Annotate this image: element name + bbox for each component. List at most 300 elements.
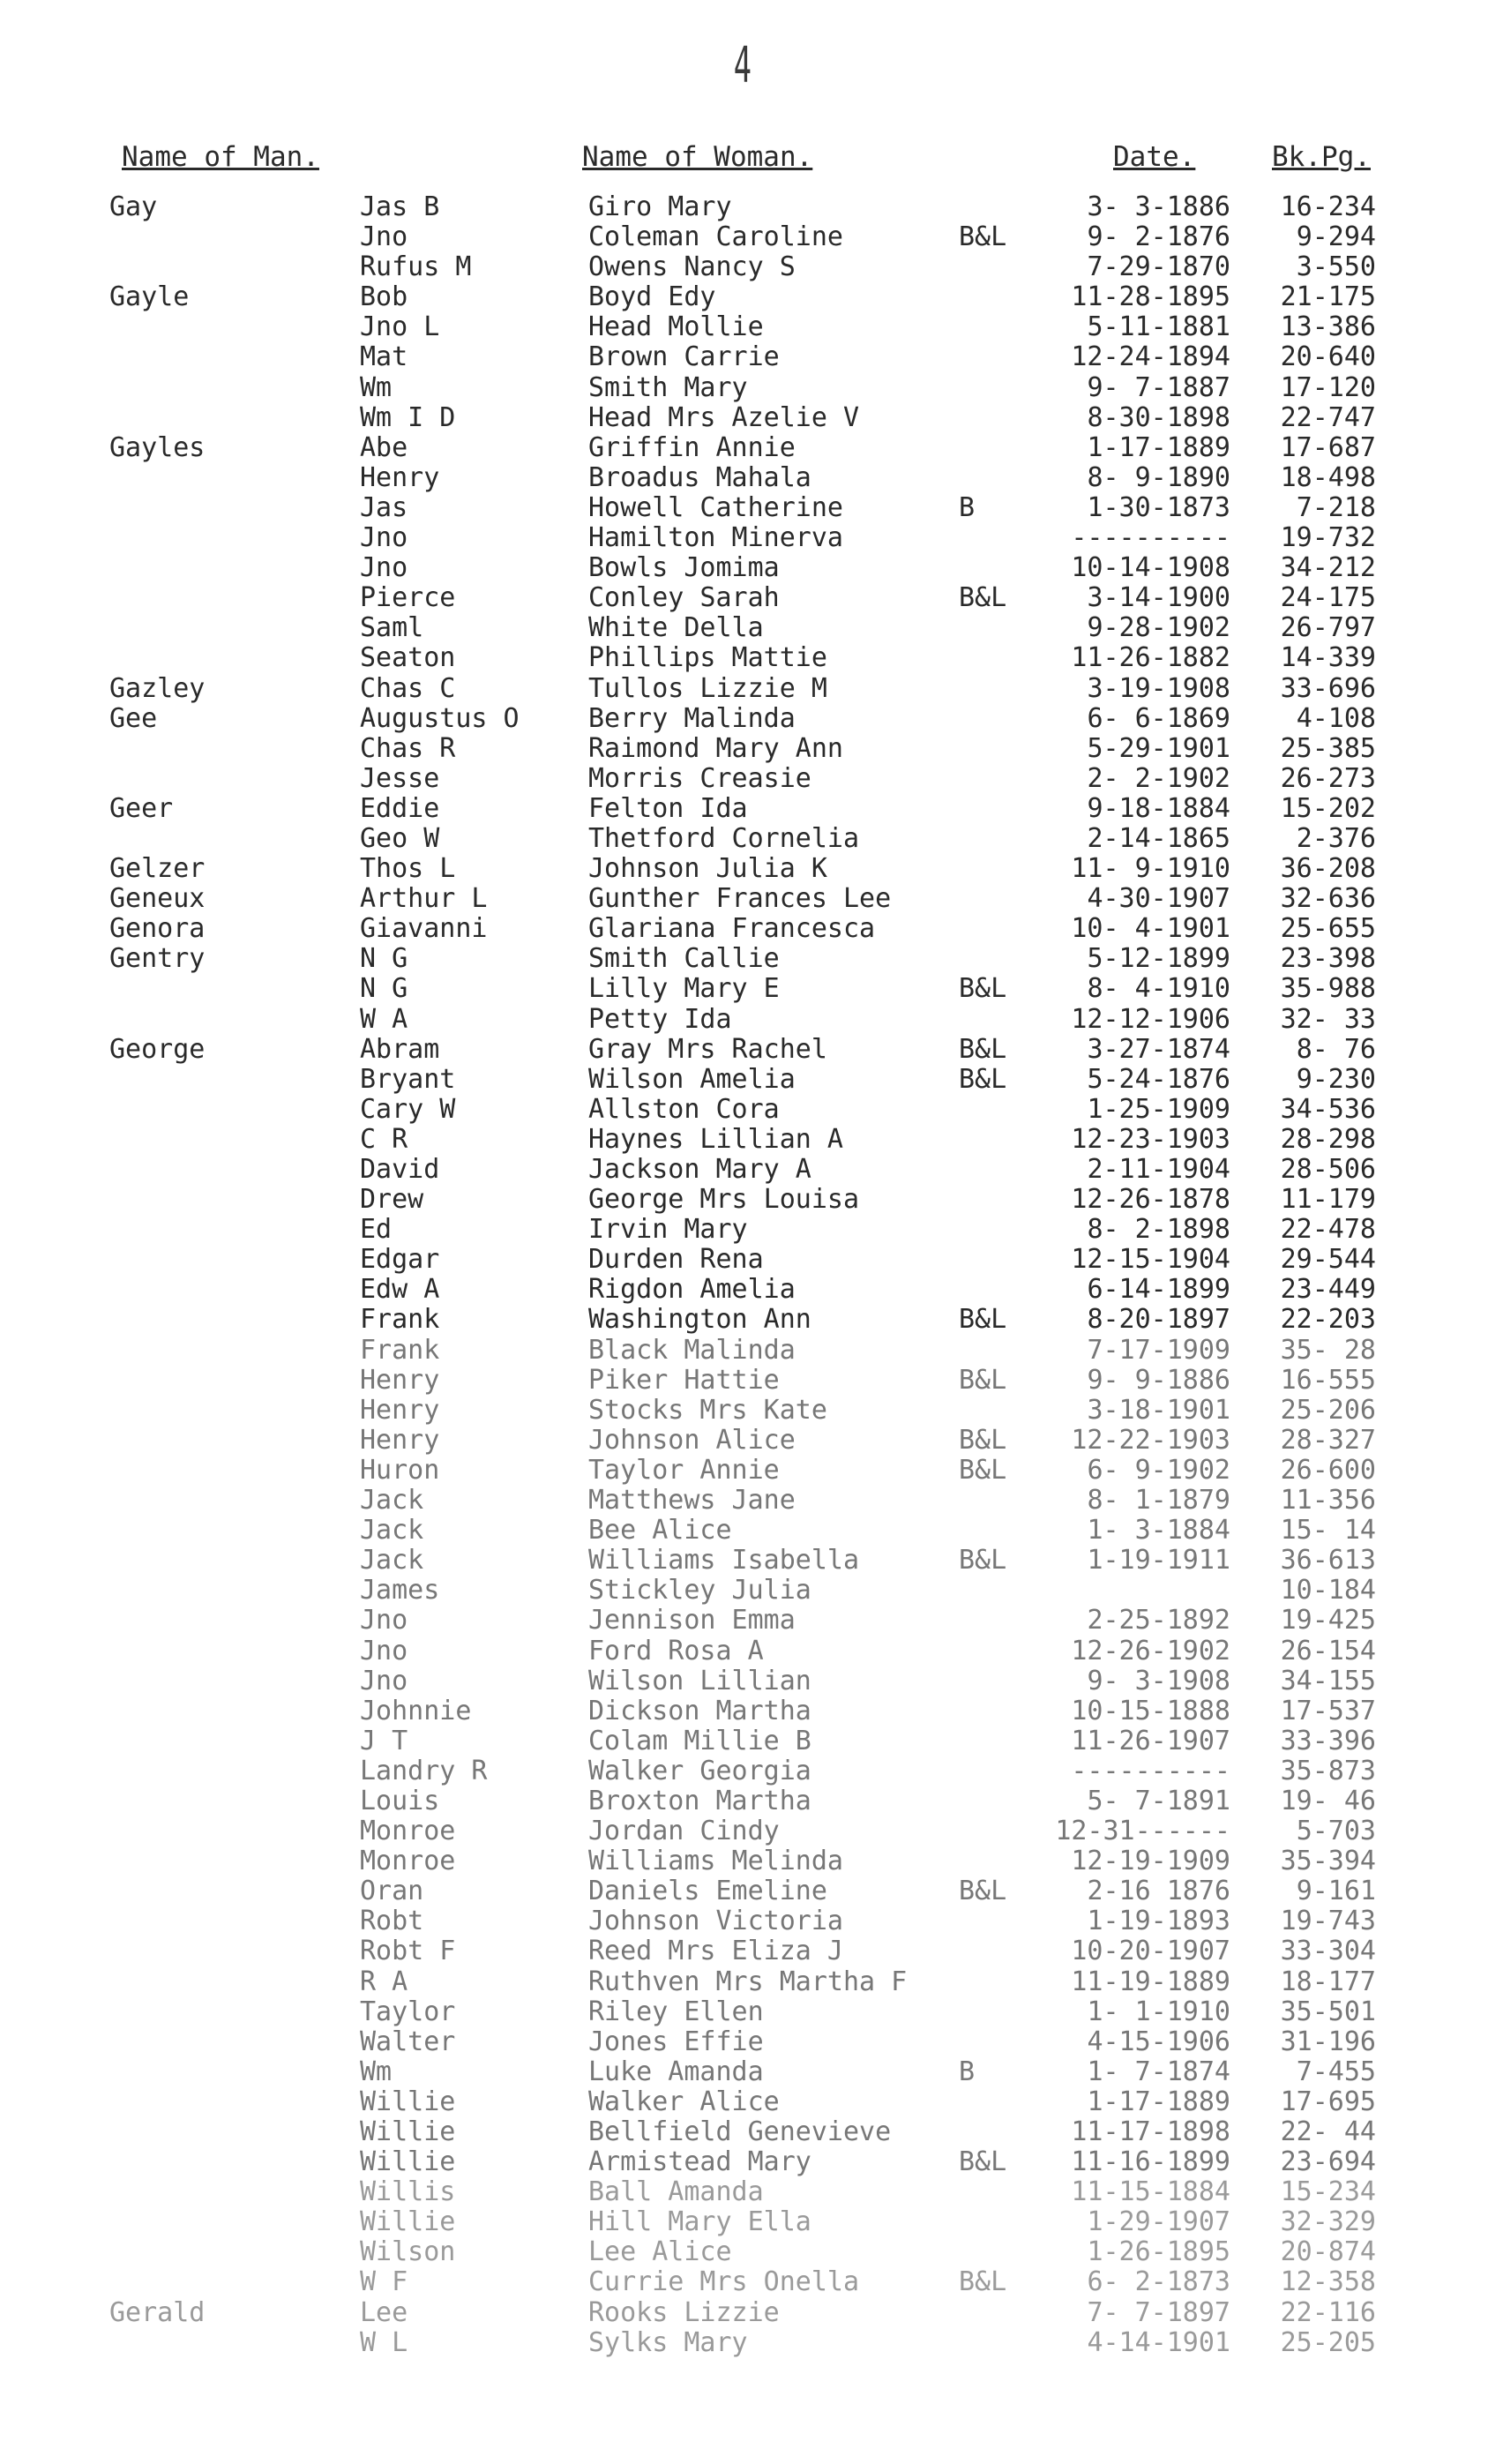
man-given-name: Mat — [360, 341, 408, 373]
bond-license-note: B&L — [959, 1033, 1007, 1065]
woman-name: Brown Carrie — [588, 341, 780, 373]
marriage-date: 5- 7-1891 — [1087, 1785, 1230, 1816]
table-row — [0, 2027, 1503, 2057]
woman-name: Ruthven Mrs Martha F — [588, 1966, 908, 1997]
marriage-date: 4-30-1907 — [1087, 883, 1230, 915]
woman-name: Colam Millie B — [588, 1725, 811, 1756]
table-row — [0, 433, 1503, 463]
marriage-date: 2- 2-1902 — [1087, 762, 1230, 794]
woman-name: Allston Cora — [588, 1093, 780, 1125]
man-given-name: Jno — [360, 522, 408, 554]
woman-name: Owens Nancy S — [588, 251, 796, 283]
marriage-date: 1-19-1893 — [1087, 1906, 1230, 1937]
woman-name: Tullos Lizzie M — [588, 672, 827, 704]
man-given-name: Jno — [360, 221, 408, 253]
book-page-ref: 35-988 — [1280, 973, 1376, 1005]
bond-license-note: B — [959, 491, 976, 523]
book-page-ref: 25-385 — [1280, 732, 1376, 764]
table-row — [0, 2117, 1503, 2147]
woman-name: Gray Mrs Rachel — [588, 1033, 827, 1065]
man-given-name: Taylor — [360, 1996, 456, 2027]
book-page-ref: 28-298 — [1280, 1123, 1376, 1155]
bond-license-note: B&L — [959, 2146, 1007, 2178]
woman-name: Matthews Jane — [588, 1485, 796, 1517]
man-given-name: Bryant — [360, 1063, 456, 1095]
man-given-name: Jno L — [360, 311, 440, 343]
man-given-name: Johnnie — [360, 1695, 472, 1726]
man-given-name: Henry — [360, 1364, 440, 1396]
book-page-ref: 35- 28 — [1280, 1334, 1376, 1366]
table-row — [0, 342, 1503, 372]
header-book-page: Bk.Pg. — [1272, 141, 1371, 173]
table-row — [0, 583, 1503, 613]
marriage-date: 12-19-1909 — [1071, 1846, 1230, 1877]
book-page-ref: 34-212 — [1280, 552, 1376, 584]
table-row — [0, 1756, 1503, 1786]
bond-license-note: B&L — [959, 1063, 1007, 1095]
book-page-ref: 3-550 — [1296, 251, 1376, 283]
marriage-date: 5-24-1876 — [1087, 1063, 1230, 1095]
man-given-name: Monroe — [360, 1846, 456, 1877]
book-page-ref: 22-747 — [1280, 401, 1376, 433]
table-row — [0, 1606, 1503, 1636]
woman-name: Griffin Annie — [588, 431, 796, 463]
table-row — [0, 1305, 1503, 1335]
marriage-date: 4-15-1906 — [1087, 2026, 1230, 2057]
woman-name: Raimond Mary Ann — [588, 732, 843, 764]
book-page-ref: 29-544 — [1280, 1244, 1376, 1276]
marriage-date: 8- 1-1879 — [1087, 1485, 1230, 1517]
woman-name: Johnson Alice — [588, 1424, 796, 1456]
marriage-date: 5-11-1881 — [1087, 311, 1230, 343]
marriage-date: 1-30-1873 — [1087, 491, 1230, 523]
man-given-name: N G — [360, 973, 408, 1005]
woman-name: Ford Rosa A — [588, 1635, 764, 1666]
table-row — [0, 312, 1503, 342]
book-page-ref: 7-218 — [1296, 491, 1376, 523]
book-page-ref: 9-161 — [1296, 1876, 1376, 1907]
bond-license-note: B&L — [959, 221, 1007, 253]
book-page-ref: 14-339 — [1280, 642, 1376, 674]
table-row — [0, 794, 1503, 824]
man-given-name: Jno — [360, 1605, 408, 1636]
woman-name: Rooks Lizzie — [588, 2296, 780, 2328]
man-given-name: Eddie — [360, 792, 440, 824]
header-name-of-woman: Name of Woman. — [582, 141, 813, 173]
marriage-date: ---------- — [1071, 1755, 1230, 1786]
table-row — [0, 974, 1503, 1004]
man-surname: Gee — [109, 702, 158, 734]
table-row — [0, 1696, 1503, 1726]
bond-license-note: B&L — [959, 2266, 1007, 2298]
man-surname: Geneux — [109, 883, 206, 915]
man-given-name: Giavanni — [360, 913, 488, 945]
man-given-name: Wm — [360, 2056, 393, 2087]
bond-license-note: B&L — [959, 1424, 1007, 1456]
table-row — [0, 493, 1503, 523]
marriage-date: 9-28-1902 — [1087, 612, 1230, 644]
table-row — [0, 1906, 1503, 1936]
bond-license-note: B&L — [959, 1304, 1007, 1336]
table-row — [0, 1846, 1503, 1876]
man-given-name: Huron — [360, 1454, 440, 1486]
table-row — [0, 1035, 1503, 1065]
table-row — [0, 222, 1503, 252]
book-page-ref: 26-600 — [1280, 1454, 1376, 1486]
book-page-ref: 2-376 — [1296, 822, 1376, 854]
man-given-name: Robt — [360, 1906, 424, 1937]
man-given-name: Pierce — [360, 582, 456, 614]
marriage-date: 9- 3-1908 — [1087, 1665, 1230, 1696]
woman-name: Sylks Mary — [588, 2326, 748, 2358]
woman-name: Phillips Mattie — [588, 642, 827, 674]
table-row — [0, 2267, 1503, 2297]
marriage-date: 10-15-1888 — [1071, 1695, 1230, 1726]
woman-name: Jones Effie — [588, 2026, 764, 2057]
man-surname: Genora — [109, 913, 206, 945]
book-page-ref: 33-396 — [1280, 1725, 1376, 1756]
man-given-name: Landry R — [360, 1755, 488, 1786]
woman-name: Bowls Jomima — [588, 552, 780, 584]
woman-name: Jordan Cindy — [588, 1816, 780, 1847]
book-page-ref: 9-230 — [1296, 1063, 1376, 1095]
man-given-name: Willis — [360, 2176, 456, 2208]
table-row — [0, 2057, 1503, 2087]
woman-name: George Mrs Louisa — [588, 1184, 860, 1216]
man-given-name: Monroe — [360, 1816, 456, 1847]
woman-name: Gunther Frances Lee — [588, 883, 892, 915]
man-given-name: Abe — [360, 431, 408, 463]
book-page-ref: 36-208 — [1280, 853, 1376, 885]
man-given-name: Ed — [360, 1214, 393, 1246]
man-given-name: James — [360, 1575, 440, 1606]
book-page-ref: 35-394 — [1280, 1846, 1376, 1877]
book-page-ref: 19-743 — [1280, 1906, 1376, 1937]
book-page-ref: 11-356 — [1280, 1485, 1376, 1517]
woman-name: Walker Alice — [588, 2086, 780, 2117]
man-given-name: Wilson — [360, 2236, 456, 2268]
man-given-name: W L — [360, 2326, 408, 2358]
man-given-name: Drew — [360, 1184, 424, 1216]
marriage-date: 8- 4-1910 — [1087, 973, 1230, 1005]
book-page-ref: 33-304 — [1280, 1936, 1376, 1967]
woman-name: Durden Rena — [588, 1244, 764, 1276]
man-given-name: Abram — [360, 1033, 440, 1065]
table-row — [0, 2207, 1503, 2237]
woman-name: Reed Mrs Eliza J — [588, 1936, 843, 1967]
book-page-ref: 17-687 — [1280, 431, 1376, 463]
table-row — [0, 1546, 1503, 1576]
book-page-ref: 4-108 — [1296, 702, 1376, 734]
man-given-name: Willie — [360, 2206, 456, 2238]
woman-name: Berry Malinda — [588, 702, 796, 734]
man-given-name: Jno — [360, 552, 408, 584]
woman-name: Taylor Annie — [588, 1454, 780, 1486]
marriage-date: 1-17-1889 — [1087, 2086, 1230, 2117]
woman-name: Head Mrs Azelie V — [588, 401, 860, 433]
marriage-date: 11-16-1899 — [1071, 2146, 1230, 2178]
man-given-name: Lee — [360, 2296, 408, 2328]
man-given-name: Edw A — [360, 1274, 440, 1306]
woman-name: Bee Alice — [588, 1515, 732, 1547]
man-surname: Gay — [109, 191, 158, 222]
book-page-ref: 31-196 — [1280, 2026, 1376, 2057]
header-date: Date. — [1113, 141, 1196, 173]
woman-name: Giro Mary — [588, 191, 732, 222]
marriage-date: 12-24-1894 — [1071, 341, 1230, 373]
table-row — [0, 674, 1503, 704]
man-given-name: Chas C — [360, 672, 456, 704]
bond-license-note: B&L — [959, 582, 1007, 614]
marriage-date: 3-19-1908 — [1087, 672, 1230, 704]
table-row — [0, 1666, 1503, 1696]
book-page-ref: 13-386 — [1280, 311, 1376, 343]
book-page-ref: 23-398 — [1280, 943, 1376, 975]
man-given-name: Geo W — [360, 822, 440, 854]
book-page-ref: 18-498 — [1280, 461, 1376, 493]
man-given-name: Henry — [360, 1394, 440, 1426]
table-row — [0, 643, 1503, 673]
book-page-ref: 20-640 — [1280, 341, 1376, 373]
woman-name: Stocks Mrs Kate — [588, 1394, 827, 1426]
table-row — [0, 1516, 1503, 1546]
marriage-date: 12-22-1903 — [1071, 1424, 1230, 1456]
man-given-name: Jno — [360, 1635, 408, 1666]
table-row — [0, 884, 1503, 914]
marriage-date: 12-15-1904 — [1071, 1244, 1230, 1276]
book-page-ref: 11-179 — [1280, 1184, 1376, 1216]
table-row — [0, 2237, 1503, 2267]
woman-name: Rigdon Amelia — [588, 1274, 796, 1306]
bond-license-note: B&L — [959, 1876, 1007, 1907]
man-surname: Gayle — [109, 281, 190, 313]
man-given-name: Frank — [360, 1304, 440, 1336]
bond-license-note: B&L — [959, 1364, 1007, 1396]
man-surname: Gayles — [109, 431, 206, 463]
marriage-date: 5-12-1899 — [1087, 943, 1230, 975]
table-row — [0, 463, 1503, 493]
marriage-date: 7-17-1909 — [1087, 1334, 1230, 1366]
man-surname: Gazley — [109, 672, 206, 704]
table-row — [0, 1816, 1503, 1846]
marriage-date: 5-29-1901 — [1087, 732, 1230, 764]
woman-name: Jennison Emma — [588, 1605, 796, 1636]
table-row — [0, 1636, 1503, 1666]
marriage-record-list — [0, 192, 1503, 2358]
marriage-date: 11-28-1895 — [1071, 281, 1230, 313]
man-given-name: R A — [360, 1966, 408, 1997]
book-page-ref: 12-358 — [1280, 2266, 1376, 2298]
woman-name: Wilson Lillian — [588, 1665, 811, 1696]
man-given-name: Willie — [360, 2146, 456, 2178]
marriage-date: 11-17-1898 — [1071, 2116, 1230, 2147]
table-row — [0, 704, 1503, 734]
book-page-ref: 19-425 — [1280, 1605, 1376, 1636]
book-page-ref: 20-874 — [1280, 2236, 1376, 2268]
woman-name: Piker Hattie — [588, 1364, 780, 1396]
table-row — [0, 764, 1503, 794]
book-page-ref: 17-120 — [1280, 371, 1376, 403]
bond-license-note: B&L — [959, 1545, 1007, 1577]
table-row — [0, 1396, 1503, 1426]
man-given-name: W A — [360, 1003, 408, 1035]
book-page-ref: 18-177 — [1280, 1966, 1376, 1997]
book-page-ref: 15- 14 — [1280, 1515, 1376, 1547]
book-page-ref: 17-695 — [1280, 2086, 1376, 2117]
man-given-name: Thos L — [360, 853, 456, 885]
man-surname: George — [109, 1033, 206, 1065]
marriage-date: 12-23-1903 — [1071, 1123, 1230, 1155]
book-page-ref: 22-116 — [1280, 2296, 1376, 2328]
book-page-ref: 19-732 — [1280, 522, 1376, 554]
book-page-ref: 22- 44 — [1280, 2116, 1376, 2147]
table-row — [0, 523, 1503, 553]
marriage-date: 2-11-1904 — [1087, 1154, 1230, 1185]
woman-name: Hamilton Minerva — [588, 522, 843, 554]
woman-name: Dickson Martha — [588, 1695, 811, 1726]
man-given-name: Henry — [360, 461, 440, 493]
woman-name: Armistead Mary — [588, 2146, 811, 2178]
table-row — [0, 1185, 1503, 1215]
woman-name: Ball Amanda — [588, 2176, 764, 2208]
table-row — [0, 1275, 1503, 1305]
woman-name: White Della — [588, 612, 764, 644]
book-page-ref: 33-696 — [1280, 672, 1376, 704]
woman-name: Johnson Julia K — [588, 853, 827, 885]
marriage-date: 7-29-1870 — [1087, 251, 1230, 283]
woman-name: Luke Amanda — [588, 2056, 764, 2087]
bond-license-note: B&L — [959, 1454, 1007, 1486]
woman-name: Washington Ann — [588, 1304, 811, 1336]
book-page-ref: 7-455 — [1296, 2056, 1376, 2087]
man-given-name: J T — [360, 1725, 408, 1756]
table-row — [0, 1125, 1503, 1155]
marriage-date: 9- 2-1876 — [1087, 221, 1230, 253]
book-page-ref: 25-205 — [1280, 2326, 1376, 2358]
man-given-name: Jack — [360, 1515, 424, 1547]
page-number: 4 — [733, 37, 752, 94]
woman-name: Broxton Martha — [588, 1785, 811, 1816]
bond-license-note: B&L — [959, 973, 1007, 1005]
table-row — [0, 1005, 1503, 1035]
marriage-date: 3-14-1900 — [1087, 582, 1230, 614]
man-surname: Gerald — [109, 2296, 206, 2328]
table-row — [0, 914, 1503, 944]
table-row — [0, 2147, 1503, 2177]
book-page-ref: 34-155 — [1280, 1665, 1376, 1696]
table-row — [0, 1936, 1503, 1966]
man-given-name: Wm I D — [360, 401, 456, 433]
table-row — [0, 2177, 1503, 2207]
man-given-name: David — [360, 1154, 440, 1185]
table-row — [0, 403, 1503, 433]
table-row — [0, 1215, 1503, 1245]
table-row — [0, 1876, 1503, 1906]
book-page-ref: 5-703 — [1296, 1816, 1376, 1847]
table-row — [0, 1576, 1503, 1606]
book-page-ref: 23-694 — [1280, 2146, 1376, 2178]
marriage-date: 9- 7-1887 — [1087, 371, 1230, 403]
book-page-ref: 32- 33 — [1280, 1003, 1376, 1035]
table-row — [0, 734, 1503, 764]
table-row — [0, 1095, 1503, 1125]
man-given-name: Jno — [360, 1665, 408, 1696]
book-page-ref: 32-329 — [1280, 2206, 1376, 2238]
man-given-name: Jack — [360, 1485, 424, 1517]
marriage-date: 12-12-1906 — [1071, 1003, 1230, 1035]
table-row — [0, 1245, 1503, 1275]
man-given-name: Robt F — [360, 1936, 456, 1967]
table-row — [0, 854, 1503, 884]
woman-name: Morris Creasie — [588, 762, 811, 794]
book-page-ref: 36-613 — [1280, 1545, 1376, 1577]
table-row — [0, 282, 1503, 312]
book-page-ref: 8- 76 — [1296, 1033, 1376, 1065]
table-row — [0, 1426, 1503, 1456]
marriage-date: ---------- — [1071, 522, 1230, 554]
marriage-date: 9-18-1884 — [1087, 792, 1230, 824]
table-row — [0, 1486, 1503, 1516]
man-surname: Gentry — [109, 943, 206, 975]
book-page-ref: 26-273 — [1280, 762, 1376, 794]
woman-name: Black Malinda — [588, 1334, 796, 1366]
woman-name: Daniels Emeline — [588, 1876, 827, 1907]
table-row — [0, 1065, 1503, 1095]
woman-name: Stickley Julia — [588, 1575, 811, 1606]
table-row — [0, 2298, 1503, 2328]
marriage-date: 11-26-1907 — [1071, 1725, 1230, 1756]
woman-name: Glariana Francesca — [588, 913, 876, 945]
table-row — [0, 2087, 1503, 2117]
marriage-date: 2-25-1892 — [1087, 1605, 1230, 1636]
book-page-ref: 16-555 — [1280, 1364, 1376, 1396]
marriage-date: 6-14-1899 — [1087, 1274, 1230, 1306]
book-page-ref: 32-636 — [1280, 883, 1376, 915]
table-row — [0, 1336, 1503, 1366]
man-surname: Gelzer — [109, 853, 206, 885]
marriage-date: 10- 4-1901 — [1071, 913, 1230, 945]
book-page-ref: 9-294 — [1296, 221, 1376, 253]
book-page-ref: 26-797 — [1280, 612, 1376, 644]
book-page-ref: 28-327 — [1280, 1424, 1376, 1456]
table-row — [0, 824, 1503, 854]
woman-name: Bellfield Genevieve — [588, 2116, 892, 2147]
book-page-ref: 21-175 — [1280, 281, 1376, 313]
woman-name: Riley Ellen — [588, 1996, 764, 2027]
book-page-ref: 22-478 — [1280, 1214, 1376, 1246]
marriage-date: 1- 7-1874 — [1087, 2056, 1230, 2087]
book-page-ref: 23-449 — [1280, 1274, 1376, 1306]
table-row — [0, 1726, 1503, 1756]
woman-name: Lee Alice — [588, 2236, 732, 2268]
table-row — [0, 2328, 1503, 2358]
marriage-date: 2-14-1865 — [1087, 822, 1230, 854]
book-page-ref: 35-501 — [1280, 1996, 1376, 2027]
marriage-date: 12-26-1878 — [1071, 1184, 1230, 1216]
table-row — [0, 553, 1503, 583]
book-page-ref: 15-234 — [1280, 2176, 1376, 2208]
marriage-date: 6- 2-1873 — [1087, 2266, 1230, 2298]
book-page-ref: 34-536 — [1280, 1093, 1376, 1125]
man-given-name: Wm — [360, 371, 393, 403]
woman-name: Jackson Mary A — [588, 1154, 811, 1185]
man-given-name: N G — [360, 943, 408, 975]
woman-name: Head Mollie — [588, 311, 764, 343]
woman-name: Felton Ida — [588, 792, 748, 824]
book-page-ref: 19- 46 — [1280, 1785, 1376, 1816]
marriage-date: 11-26-1882 — [1071, 642, 1230, 674]
marriage-date: 2-16 1876 — [1087, 1876, 1230, 1907]
